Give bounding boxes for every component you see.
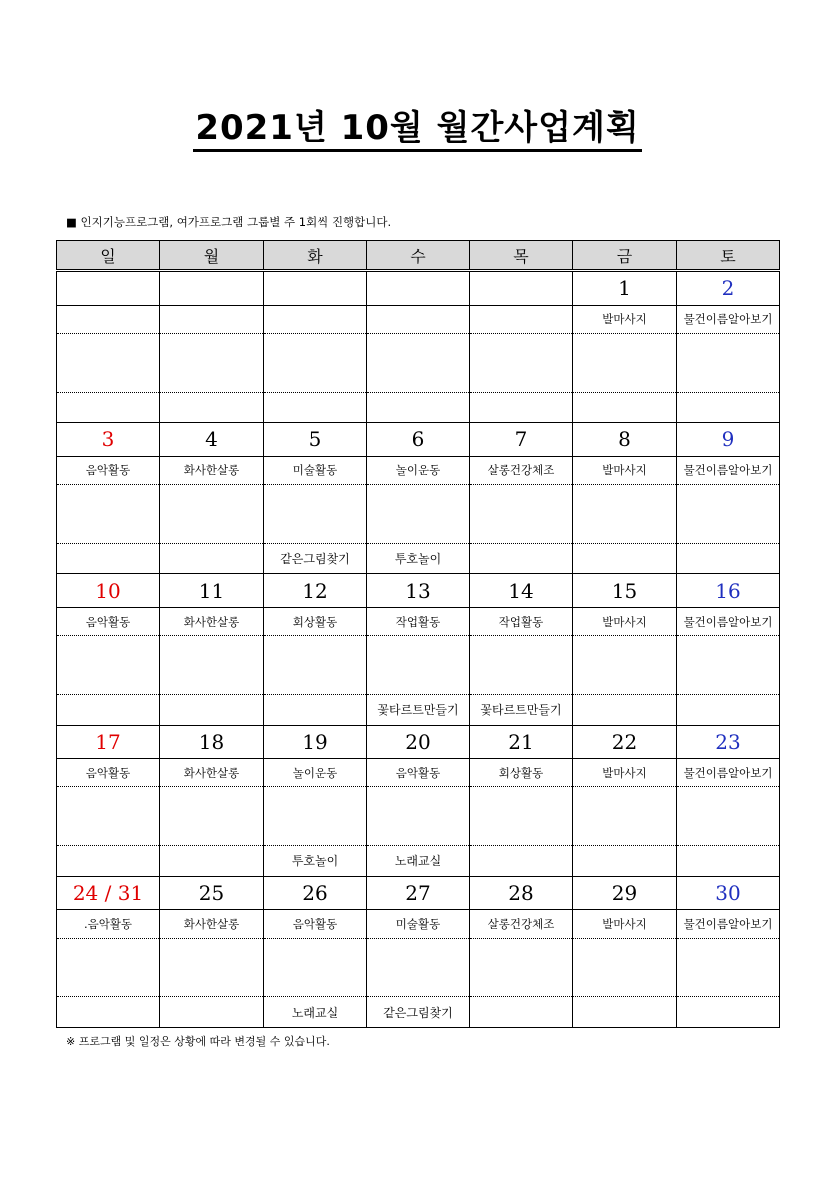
week-3-extra-row [57, 695, 780, 725]
date-cell-wed: 27 [367, 876, 470, 909]
extra-program-cell-wed: 투호놀이 [367, 543, 470, 573]
weekday-header-sun: 일 [57, 241, 160, 271]
weekday-header-thu: 목 [470, 241, 573, 271]
program-cell-sat: 물건이름알아보기 [677, 910, 780, 938]
date-cell-sat: 16 [677, 574, 780, 607]
program-cell-wed: 미술활동 [367, 910, 470, 938]
extra-program-cell-wed: 노래교실 [367, 846, 470, 876]
week-2-program-row [57, 456, 780, 484]
blank-cell-mon [160, 333, 264, 392]
extra-program-cell-wed: 같은그림찾기 [367, 997, 470, 1028]
blank-cell-sat [677, 787, 780, 846]
extra-program-cell-tue: 노래교실 [264, 997, 367, 1028]
extra-program-cell-sun [57, 846, 160, 876]
blank-cell-fri [573, 485, 677, 544]
extra-program-cell-thu [470, 392, 573, 422]
date-cell-sun: 24 / 31 [57, 876, 160, 909]
program-cell-mon: 화사한살롱 [160, 607, 264, 635]
program-cell-mon: 화사한살롱 [160, 456, 264, 484]
blank-cell-sat [677, 485, 780, 544]
blank-cell-tue [264, 787, 367, 846]
program-cell-wed: 놀이운동 [367, 456, 470, 484]
extra-program-cell-wed: 꽃타르트만들기 [367, 695, 470, 725]
date-cell-tue: 12 [264, 574, 367, 607]
program-cell-wed [367, 305, 470, 333]
blank-cell-sun [57, 636, 160, 695]
blank-cell-thu [470, 787, 573, 846]
weekday-header-fri: 금 [573, 241, 677, 271]
date-cell-wed: 20 [367, 725, 470, 758]
week-1-extra-row [57, 392, 780, 422]
date-cell-thu: 28 [470, 876, 573, 909]
program-cell-sat: 물건이름알아보기 [677, 607, 780, 635]
program-cell-tue: 미술활동 [264, 456, 367, 484]
week-3-program-row [57, 607, 780, 635]
blank-cell-mon [160, 787, 264, 846]
week-1-program-row [57, 305, 780, 333]
date-cell-mon: 11 [160, 574, 264, 607]
date-cell-fri: 22 [573, 725, 677, 758]
program-cell-fri: 발마사지 [573, 607, 677, 635]
extra-program-cell-mon [160, 543, 264, 573]
program-cell-sat: 물건이름알아보기 [677, 759, 780, 787]
week-5-program-row [57, 910, 780, 938]
extra-program-cell-fri [573, 392, 677, 422]
date-cell-fri: 29 [573, 876, 677, 909]
extra-program-cell-fri [573, 997, 677, 1028]
date-cell-tue: 19 [264, 725, 367, 758]
week-1-blank-row [57, 333, 780, 392]
calendar-table [56, 240, 780, 1028]
schedule-footnote: ※ 프로그램 및 일정은 상황에 따라 변경될 수 있습니다. [66, 1035, 330, 1048]
program-cell-mon: 화사한살롱 [160, 759, 264, 787]
date-cell-sun [57, 271, 160, 306]
blank-cell-mon [160, 485, 264, 544]
date-cell-thu [470, 271, 573, 306]
program-cell-sun: 음악활동 [57, 607, 160, 635]
extra-program-cell-fri [573, 846, 677, 876]
extra-program-cell-wed [367, 392, 470, 422]
extra-program-cell-thu [470, 846, 573, 876]
extra-program-cell-sun [57, 392, 160, 422]
program-cell-sun: 음악활동 [57, 759, 160, 787]
page-title [0, 100, 835, 149]
weekday-header-tue: 화 [264, 241, 367, 271]
program-cell-wed: 음악활동 [367, 759, 470, 787]
program-cell-sun [57, 305, 160, 333]
blank-cell-fri [573, 333, 677, 392]
date-cell-sat: 9 [677, 423, 780, 456]
date-cell-thu: 21 [470, 725, 573, 758]
date-cell-fri: 8 [573, 423, 677, 456]
blank-cell-fri [573, 636, 677, 695]
date-cell-fri: 1 [573, 271, 677, 306]
extra-program-cell-fri [573, 695, 677, 725]
weekday-header-wed: 수 [367, 241, 470, 271]
program-cell-fri: 발마사지 [573, 456, 677, 484]
extra-program-cell-tue: 투호놀이 [264, 846, 367, 876]
extra-program-cell-tue [264, 695, 367, 725]
blank-cell-thu [470, 636, 573, 695]
date-cell-fri: 15 [573, 574, 677, 607]
week-4-date-row [57, 725, 780, 758]
blank-cell-sat [677, 938, 780, 997]
program-cell-thu [470, 305, 573, 333]
extra-program-cell-mon [160, 695, 264, 725]
blank-cell-thu [470, 485, 573, 544]
week-3-blank-row [57, 636, 780, 695]
page-title-text: 2021년 10월 월간사업계획 [193, 108, 641, 152]
date-cell-thu: 14 [470, 574, 573, 607]
blank-cell-wed [367, 636, 470, 695]
extra-program-cell-sat [677, 997, 780, 1028]
program-cell-tue: 음악활동 [264, 910, 367, 938]
extra-program-cell-thu [470, 543, 573, 573]
program-cell-thu: 작업활동 [470, 607, 573, 635]
program-cell-fri: 발마사지 [573, 910, 677, 938]
program-cell-wed: 작업활동 [367, 607, 470, 635]
week-5-date-row [57, 876, 780, 909]
blank-cell-mon [160, 636, 264, 695]
date-cell-tue [264, 271, 367, 306]
program-note: ■ 인지기능프로그램, 여가프로그램 그룹별 주 1회씩 진행합니다. [66, 215, 392, 229]
date-cell-sun: 3 [57, 423, 160, 456]
extra-program-cell-mon [160, 846, 264, 876]
program-cell-tue: 놀이운동 [264, 759, 367, 787]
program-cell-sun: .음악활동 [57, 910, 160, 938]
weekday-header-row [57, 241, 780, 271]
date-cell-sat: 30 [677, 876, 780, 909]
week-2-blank-row [57, 485, 780, 544]
program-cell-sat: 물건이름알아보기 [677, 456, 780, 484]
blank-cell-sun [57, 787, 160, 846]
program-cell-sat: 물건이름알아보기 [677, 305, 780, 333]
blank-cell-sun [57, 485, 160, 544]
week-4-blank-row [57, 787, 780, 846]
blank-cell-wed [367, 787, 470, 846]
blank-cell-tue [264, 636, 367, 695]
blank-cell-fri [573, 938, 677, 997]
blank-cell-wed [367, 485, 470, 544]
date-cell-tue: 26 [264, 876, 367, 909]
extra-program-cell-sun [57, 695, 160, 725]
blank-cell-mon [160, 938, 264, 997]
extra-program-cell-sun [57, 997, 160, 1028]
date-cell-mon: 4 [160, 423, 264, 456]
program-cell-thu: 살롱건강체조 [470, 910, 573, 938]
program-cell-thu: 회상활동 [470, 759, 573, 787]
date-cell-mon: 25 [160, 876, 264, 909]
program-cell-sun: 음악활동 [57, 456, 160, 484]
week-3-date-row [57, 574, 780, 607]
week-5-extra-row [57, 997, 780, 1028]
extra-program-cell-fri [573, 543, 677, 573]
program-cell-mon [160, 305, 264, 333]
blank-cell-thu [470, 938, 573, 997]
date-cell-sat: 2 [677, 271, 780, 306]
date-cell-sat: 23 [677, 725, 780, 758]
date-cell-wed [367, 271, 470, 306]
blank-cell-tue [264, 333, 367, 392]
extra-program-cell-thu: 꽃타르트만들기 [470, 695, 573, 725]
program-cell-thu: 살롱건강체조 [470, 456, 573, 484]
program-cell-fri: 발마사지 [573, 759, 677, 787]
extra-program-cell-sat [677, 695, 780, 725]
blank-cell-wed [367, 938, 470, 997]
blank-cell-tue [264, 938, 367, 997]
date-cell-sun: 17 [57, 725, 160, 758]
blank-cell-fri [573, 787, 677, 846]
week-2-date-row [57, 423, 780, 456]
date-cell-wed: 13 [367, 574, 470, 607]
extra-program-cell-tue [264, 392, 367, 422]
extra-program-cell-sat [677, 846, 780, 876]
extra-program-cell-sat [677, 543, 780, 573]
program-cell-mon: 화사한살롱 [160, 910, 264, 938]
extra-program-cell-sat [677, 392, 780, 422]
date-cell-thu: 7 [470, 423, 573, 456]
week-5-blank-row [57, 938, 780, 997]
blank-cell-sun [57, 333, 160, 392]
blank-cell-sun [57, 938, 160, 997]
blank-cell-wed [367, 333, 470, 392]
date-cell-wed: 6 [367, 423, 470, 456]
program-cell-fri: 발마사지 [573, 305, 677, 333]
week-4-extra-row [57, 846, 780, 876]
date-cell-tue: 5 [264, 423, 367, 456]
weekday-header-mon: 월 [160, 241, 264, 271]
extra-program-cell-mon [160, 997, 264, 1028]
extra-program-cell-sun [57, 543, 160, 573]
program-cell-tue: 회상활동 [264, 607, 367, 635]
calendar-body [57, 271, 780, 1028]
week-4-program-row [57, 759, 780, 787]
blank-cell-sat [677, 636, 780, 695]
extra-program-cell-tue: 같은그림찾기 [264, 543, 367, 573]
blank-cell-thu [470, 333, 573, 392]
program-cell-tue [264, 305, 367, 333]
week-1-date-row [57, 271, 780, 306]
date-cell-mon [160, 271, 264, 306]
date-cell-mon: 18 [160, 725, 264, 758]
weekday-header-sat: 토 [677, 241, 780, 271]
extra-program-cell-thu [470, 997, 573, 1028]
date-cell-sun: 10 [57, 574, 160, 607]
extra-program-cell-mon [160, 392, 264, 422]
blank-cell-tue [264, 485, 367, 544]
week-2-extra-row [57, 543, 780, 573]
blank-cell-sat [677, 333, 780, 392]
